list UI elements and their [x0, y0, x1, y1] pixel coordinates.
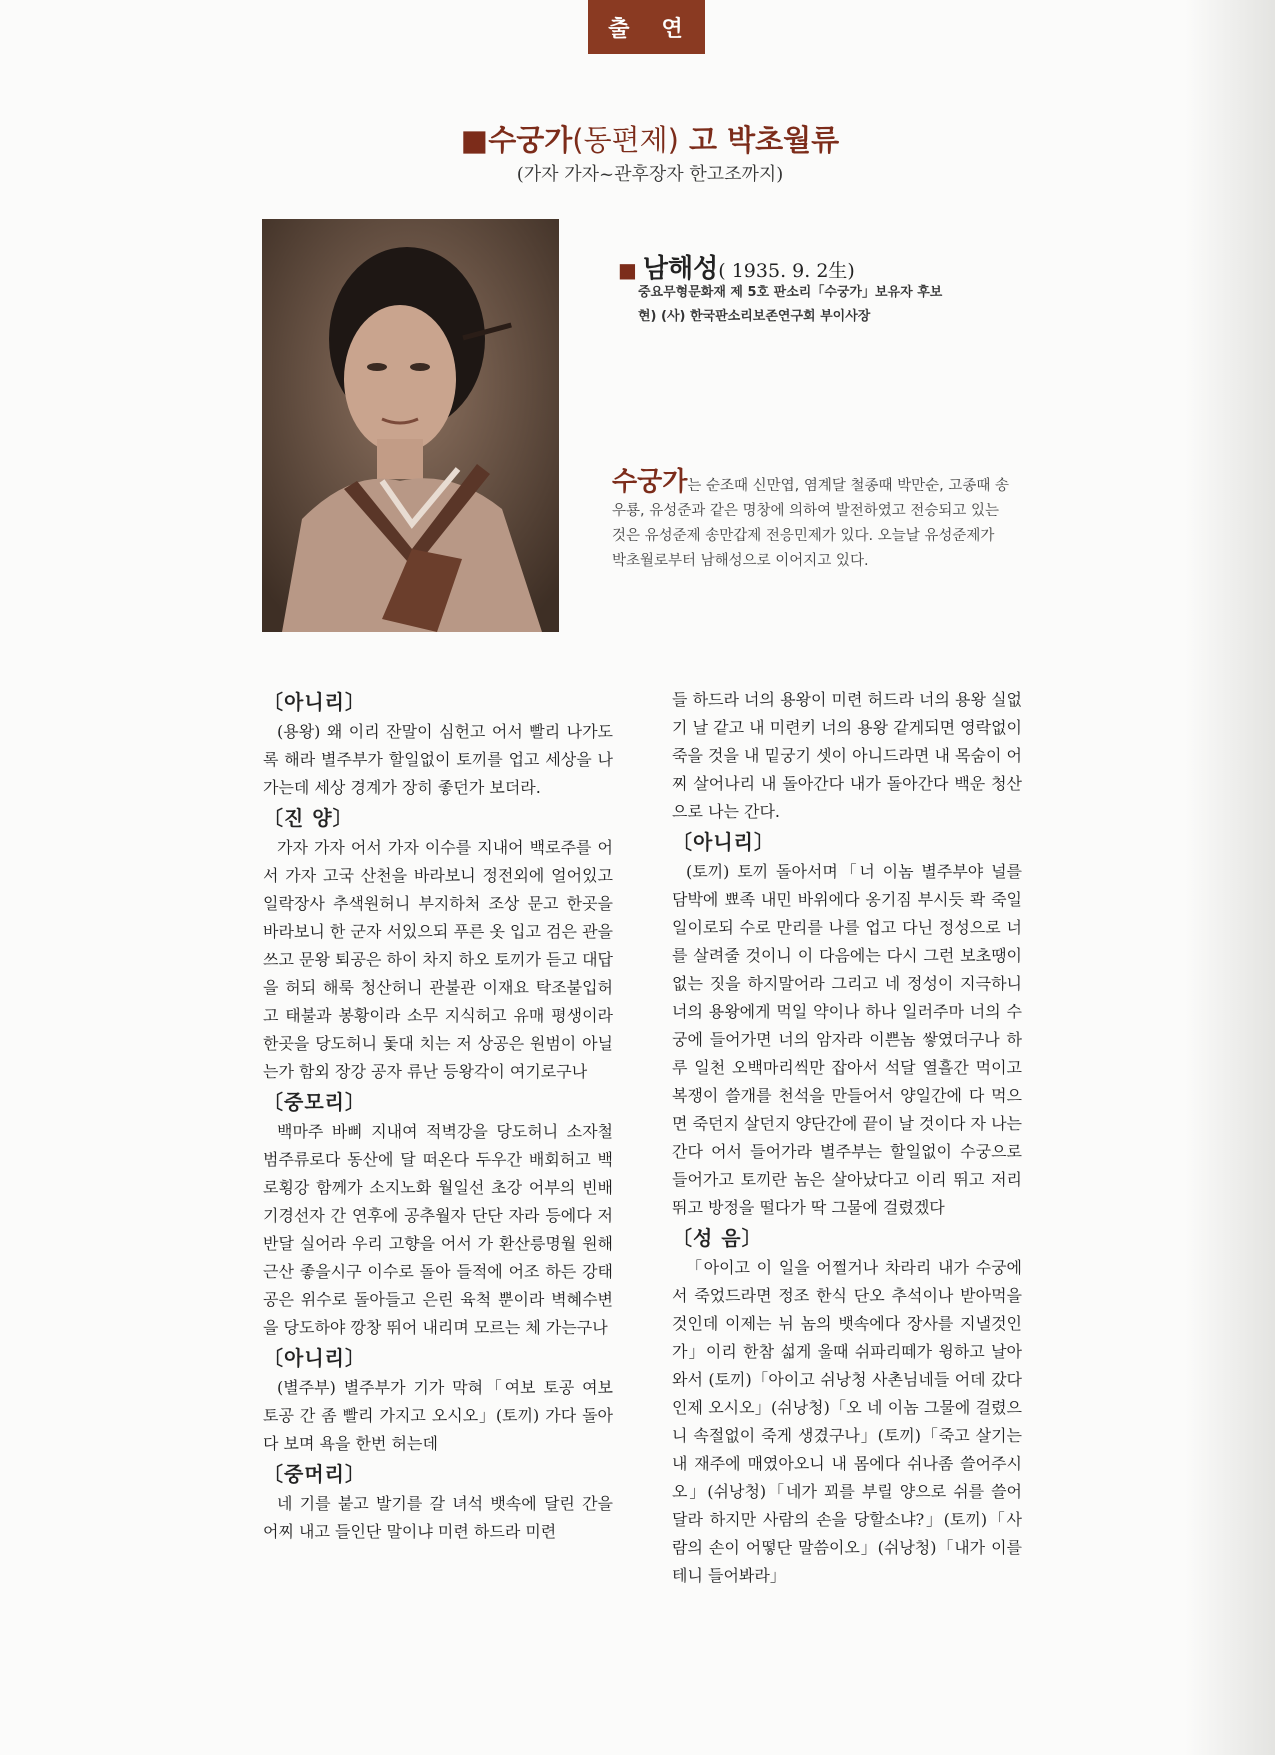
section-heading: 〔아니리〕 — [263, 1346, 366, 1370]
section-text: 백마주 바삐 지내여 적벽강을 당도허니 소자철 범주류로다 동산에 달 떠온다 두우간 배회허고 백로횡강 함께가 소지노화 월일선 초강 어부의 빈배 기경선자 간 연후에 공추월자 단단 자라 등에다 저 반달 실어라 우리 고향을 어서 가 환산릉명월 원해 근산 좋을시구 이수로 돌아 들적에 어조 하든 강태공은 위수로 돌아들고 은린 육척 뿐이라 벽혜수변을 당도하야 깡창 뛰어 내리며 모르는 체 가는구나 — [263, 1122, 613, 1337]
performer-description — [638, 281, 1008, 329]
name-marker: ■ — [618, 258, 637, 282]
section-heading: 〔중머리〕 — [263, 1462, 366, 1486]
page-title — [300, 118, 1000, 159]
title-paren: (동편제) — [572, 123, 679, 157]
performer-name — [618, 248, 855, 285]
performer-portrait-photo — [262, 219, 559, 632]
intro-lead: 수궁가 — [612, 467, 688, 497]
lyrics-column-left — [263, 686, 613, 1546]
intro-text: 는 순조때 신만엽, 염계달 철종때 박만순, 고종때 송우룡, 유성준과 같은 명창에 의하여 발전하였고 전승되고 있는 것은 유성준제 송만갑제 전응민제가 있다. 오늘날 유성준제가 박초월로부터 남해성으로 이어지고 있다. — [612, 478, 1009, 569]
section-text: 「아이고 이 일을 어쩔거나 차라리 내가 수궁에서 죽었드라면 정조 한식 단오 추석이나 받아먹을 것인데 이제는 뉘 놈의 뱃속에다 장사를 지낼것인가」이리 한참 섧게 울때 쉬파리떼가 윙하고 날아와서 (토끼)「아이고 쉬낭청 사촌님네들 어데 갔다 인제 오시오」(쉬낭청)「오 네 이놈 그물에 걸렸으니 속절없이 죽게 생겼구나」(토끼)「죽고 살기는 내 재주에 매였아오니 내 몸에다 쉬나좀 쓸어주시오」(쉬낭청)「네가 꾀를 부릴 양으로 쉬를 쓸어 달라 하지만 사람의 손을 당할소냐?」(토끼)「사람의 손이 어떻단 말씀이오」(쉬낭청)「내가 이를테니 들어봐라」 — [672, 1258, 1022, 1585]
section-heading: 〔중모리〕 — [263, 1090, 366, 1114]
lyrics-column-right — [672, 686, 1022, 1590]
desc-line-2: 현) (사) 한국판소리보존연구회 부이사장 — [638, 309, 871, 324]
portrait-illustration — [262, 219, 559, 632]
title-marker: ■ — [460, 123, 489, 157]
desc-line-1: 중요무형문화재 제 5호 판소리「수궁가」보유자 후보 — [638, 285, 943, 300]
title-main: 수궁가 — [488, 123, 573, 157]
section-heading: 〔성 음〕 — [672, 1226, 763, 1250]
tab-char-2: 연 — [661, 16, 685, 42]
name-text: 남해성 — [642, 254, 719, 284]
section-text: (별주부) 별주부가 기가 막혀「여보 토공 여보 토공 간 좀 빨리 가지고 오시오」(토끼) 가다 돌아다 보며 욕을 한번 허는데 — [263, 1378, 613, 1453]
birth-date: ( 1935. 9. 2生) — [718, 260, 855, 282]
section-text: 들 하드라 너의 용왕이 미련 허드라 너의 용왕 실없기 날 같고 내 미련키 너의 용왕 같게되면 영락없이 죽을 것을 내 밑궁기 셋이 아니드라면 내 목숨이 어찌 살어나리 내 돌아간다 내가 돌아간다 백운 청산으로 나는 간다. — [672, 690, 1022, 821]
section-text: 가자 가자 어서 가자 이수를 지내어 백로주를 어서 가자 고국 산천을 바라보니 정전외에 얼어있고 일락장사 추색원허니 부지하처 조상 문고 한곳을 바라보니 한 군자 서있으되 푸른 옷 입고 검은 관을 쓰고 문왕 퇴공은 하이 차지 하오 토끼가 듣고 대답을 허되 해룩 청산허니 관불관 이재요 탁조불입허고 태불과 봉황이라 소무 지식허고 유매 평생이라 한곳을 당도허니 돛대 치는 저 상공은 원범이 아닐는가 함외 장강 공자 류난 등왕각이 여기로구나 — [263, 838, 613, 1081]
tab-char-1: 출 — [608, 16, 632, 42]
page-edge-shadow — [1185, 0, 1275, 1755]
section-heading: 〔아니리〕 — [672, 830, 775, 854]
section-heading: 〔아니리〕 — [263, 690, 366, 714]
section-heading: 〔진 양〕 — [263, 806, 354, 830]
section-text: (토끼) 토끼 돌아서며「너 이놈 별주부야 널를 담박에 뾰족 내민 바위에다 옹기짐 부시듯 콱 죽일 일이로되 수로 만리를 나를 업고 다닌 정성으로 너를 살려줄 것이니 이 다음에는 다시 그런 보초땡이 없는 짓을 하지말어라 그리고 네 정성이 지극하니 너의 용왕에게 먹일 약이나 하나 일러주마 너의 수궁에 들어가면 너의 암자라 이쁜놈 쌓였더구나 하루 일천 오백마리씩만 잡아서 석달 열흘간 먹이고 복쟁이 쓸개를 천석을 만들어서 양일간에 다 먹으면 죽던지 살던지 양단간에 끝이 날 것이다 자 나는 간다 어서 들어가라 별주부는 할일없이 수궁으로 들어가고 토끼란 놈은 살아났다고 이리 뛰고 저리 뛰고 방정을 떨다가 딱 그물에 걸렸겠다 — [672, 862, 1022, 1217]
intro-paragraph — [612, 467, 1012, 574]
page-subtitle: (가자 가자~관후장자 한고조까지) — [516, 164, 784, 185]
section-text: 네 기를 붙고 발기를 갈 녀석 뱃속에 달린 간을 어찌 내고 들인단 말이냐 미련 하드라 미련 — [263, 1494, 613, 1541]
title-rest: 고 박초월류 — [678, 123, 840, 157]
section-tab-performance — [588, 0, 705, 54]
section-text: (용왕) 왜 이리 잔말이 심헌고 어서 빨리 나가도록 해라 별주부가 할일없이 토끼를 업고 세상을 나가는데 세상 경계가 장히 좋던가 보더라. — [263, 722, 613, 797]
